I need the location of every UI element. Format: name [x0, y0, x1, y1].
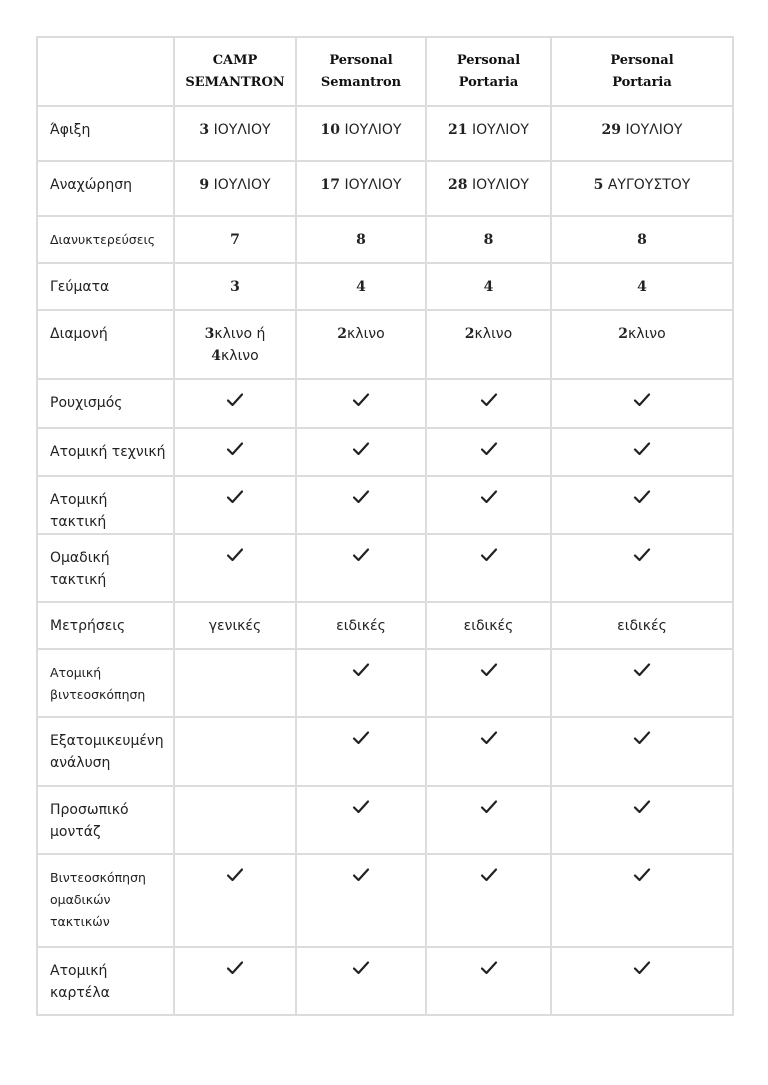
check-cell — [426, 379, 551, 428]
check-icon — [480, 392, 498, 414]
table-row — [37, 649, 733, 717]
table-row — [37, 947, 733, 1015]
meals-cell: 4 — [551, 263, 733, 310]
check-icon — [352, 662, 370, 684]
table-row — [37, 534, 733, 602]
check-icon — [480, 799, 498, 821]
check-cell — [174, 476, 296, 534]
check-cell — [551, 476, 733, 534]
check-cell — [426, 649, 551, 717]
arrival-cell — [426, 106, 551, 161]
check-icon — [352, 799, 370, 821]
nights-cell: 8 — [426, 216, 551, 263]
check-cell — [174, 854, 296, 947]
month-text: ΙΟΥΛΙΟΥ — [467, 122, 529, 138]
meals-cell: 4 — [296, 263, 426, 310]
check-cell — [174, 649, 296, 717]
check-icon — [226, 489, 244, 511]
row-label: Προσωπικό μοντάζ — [37, 786, 174, 854]
bed-text: κλινο ή — [214, 326, 266, 342]
check-cell — [296, 854, 426, 947]
month-text: ΙΟΥΛΙΟΥ — [340, 122, 402, 138]
table-row — [37, 476, 733, 534]
check-cell — [296, 476, 426, 534]
check-cell — [551, 854, 733, 947]
row-label: Γεύματα — [37, 263, 174, 310]
check-cell — [296, 428, 426, 476]
check-icon — [633, 441, 651, 463]
month-text: ΙΟΥΛΙΟΥ — [621, 122, 683, 138]
check-icon — [226, 960, 244, 982]
check-icon — [226, 392, 244, 414]
departure-cell — [426, 161, 551, 216]
comparison-table — [36, 36, 734, 1016]
stay-cell — [296, 310, 426, 379]
table-row — [37, 602, 733, 649]
departure-cell — [296, 161, 426, 216]
day-number: 21 — [448, 122, 468, 138]
check-cell — [551, 717, 733, 786]
meals-cell: 4 — [426, 263, 551, 310]
header-text: Personal Portaria — [610, 53, 674, 90]
measurement-cell: ειδικές — [296, 602, 426, 649]
meals-cell: 3 — [174, 263, 296, 310]
bed-text: κλινο — [474, 326, 513, 342]
check-icon — [480, 867, 498, 889]
table-row — [37, 717, 733, 786]
check-cell — [174, 428, 296, 476]
day-number: 28 — [448, 177, 468, 193]
check-icon — [352, 489, 370, 511]
check-cell — [551, 649, 733, 717]
check-icon — [352, 547, 370, 569]
table-row — [37, 161, 733, 216]
header-text: Personal Portaria — [456, 53, 521, 90]
row-label: Άφιξη — [37, 106, 174, 161]
measurement-cell: ειδικές — [551, 602, 733, 649]
header-personal-portaria-1 — [426, 37, 551, 106]
arrival-cell — [296, 106, 426, 161]
check-icon — [480, 441, 498, 463]
bed-number: 2 — [618, 326, 629, 342]
arrival-cell — [551, 106, 733, 161]
header-row — [37, 37, 733, 106]
check-cell — [426, 786, 551, 854]
stay-cell — [174, 310, 296, 379]
table-row — [37, 428, 733, 476]
month-text: ΙΟΥΛΙΟΥ — [209, 177, 271, 193]
row-label: Ομαδική τακτική — [37, 534, 174, 602]
check-icon — [226, 547, 244, 569]
nights-cell: 8 — [296, 216, 426, 263]
check-icon — [633, 392, 651, 414]
month-text: ΑΥΓΟΥΣΤΟΥ — [603, 177, 691, 193]
bed-number: 4 — [211, 348, 222, 364]
check-icon — [480, 730, 498, 752]
check-icon — [226, 867, 244, 889]
bed-number: 3 — [204, 326, 215, 342]
day-number: 5 — [593, 177, 604, 193]
check-icon — [352, 730, 370, 752]
stay-cell — [551, 310, 733, 379]
day-number: 29 — [601, 122, 622, 138]
check-icon — [633, 867, 651, 889]
table-row — [37, 854, 733, 947]
departure-cell — [551, 161, 733, 216]
header-personal-semantron — [296, 37, 426, 106]
check-cell — [174, 379, 296, 428]
check-icon — [480, 662, 498, 684]
check-cell — [296, 534, 426, 602]
check-icon — [480, 489, 498, 511]
header-camp-semantron — [174, 37, 296, 106]
table-row — [37, 106, 733, 161]
table-row — [37, 263, 733, 310]
stay-cell — [426, 310, 551, 379]
day-number: 3 — [199, 122, 210, 138]
measurement-cell: γενικές — [174, 602, 296, 649]
check-icon — [633, 489, 651, 511]
check-icon — [633, 662, 651, 684]
check-cell — [296, 649, 426, 717]
check-icon — [633, 799, 651, 821]
check-cell — [551, 534, 733, 602]
row-label: Ατομική καρτέλα — [37, 947, 174, 1015]
bed-number: 2 — [464, 326, 475, 342]
check-cell — [296, 947, 426, 1015]
check-icon — [226, 441, 244, 463]
check-cell — [296, 717, 426, 786]
check-icon — [633, 960, 651, 982]
month-text: ΙΟΥΛΙΟΥ — [340, 177, 402, 193]
row-label: Μετρήσεις — [37, 602, 174, 649]
row-label: Διαμονή — [37, 310, 174, 379]
check-cell — [174, 786, 296, 854]
month-text: ΙΟΥΛΙΟΥ — [209, 122, 271, 138]
bed-number: 2 — [337, 326, 348, 342]
bed-text: κλινο — [347, 326, 385, 342]
check-cell — [426, 947, 551, 1015]
check-cell — [426, 476, 551, 534]
day-number: 17 — [320, 177, 341, 193]
check-cell — [174, 947, 296, 1015]
table-row — [37, 379, 733, 428]
bed-text: κλινο — [628, 326, 666, 342]
departure-cell — [174, 161, 296, 216]
check-cell — [551, 428, 733, 476]
row-label: Εξατομικευμένη ανάλυση — [37, 717, 174, 786]
check-cell — [551, 379, 733, 428]
month-text: ΙΟΥΛΙΟΥ — [467, 177, 529, 193]
check-icon — [352, 960, 370, 982]
row-label: Ατομική τεχνική — [37, 428, 174, 476]
check-cell — [426, 534, 551, 602]
row-label: Ρουχισμός — [37, 379, 174, 428]
row-label: Διανυκτερεύσεις — [37, 216, 174, 263]
table-row — [37, 310, 733, 379]
check-cell — [426, 717, 551, 786]
measurement-cell: ειδικές — [426, 602, 551, 649]
check-cell — [296, 379, 426, 428]
check-icon — [480, 960, 498, 982]
check-icon — [352, 867, 370, 889]
check-cell — [426, 428, 551, 476]
header-personal-portaria-2 — [551, 37, 733, 106]
check-icon — [352, 441, 370, 463]
check-icon — [633, 547, 651, 569]
table-row — [37, 786, 733, 854]
row-label: Βιντεοσκόπηση ομαδικών τακτικών — [37, 854, 174, 947]
nights-cell: 7 — [174, 216, 296, 263]
table-row — [37, 216, 733, 263]
nights-cell: 8 — [551, 216, 733, 263]
row-label: Ατομική τακτική — [37, 476, 174, 534]
check-icon — [633, 730, 651, 752]
check-cell — [551, 786, 733, 854]
header-text: CAMP SEMANTRON — [185, 53, 285, 90]
header-text: Personal Semantron — [320, 53, 402, 90]
row-label: Αναχώρηση — [37, 161, 174, 216]
check-cell — [296, 786, 426, 854]
check-cell — [426, 854, 551, 947]
row-label: Ατομική βιντεοσκόπηση — [37, 649, 174, 717]
check-cell — [174, 717, 296, 786]
arrival-cell — [174, 106, 296, 161]
bed-text: κλινο — [221, 348, 259, 364]
check-cell — [174, 534, 296, 602]
check-icon — [480, 547, 498, 569]
check-icon — [352, 392, 370, 414]
day-number: 9 — [199, 177, 210, 193]
header-empty — [37, 37, 174, 106]
check-cell — [551, 947, 733, 1015]
day-number: 10 — [320, 122, 341, 138]
